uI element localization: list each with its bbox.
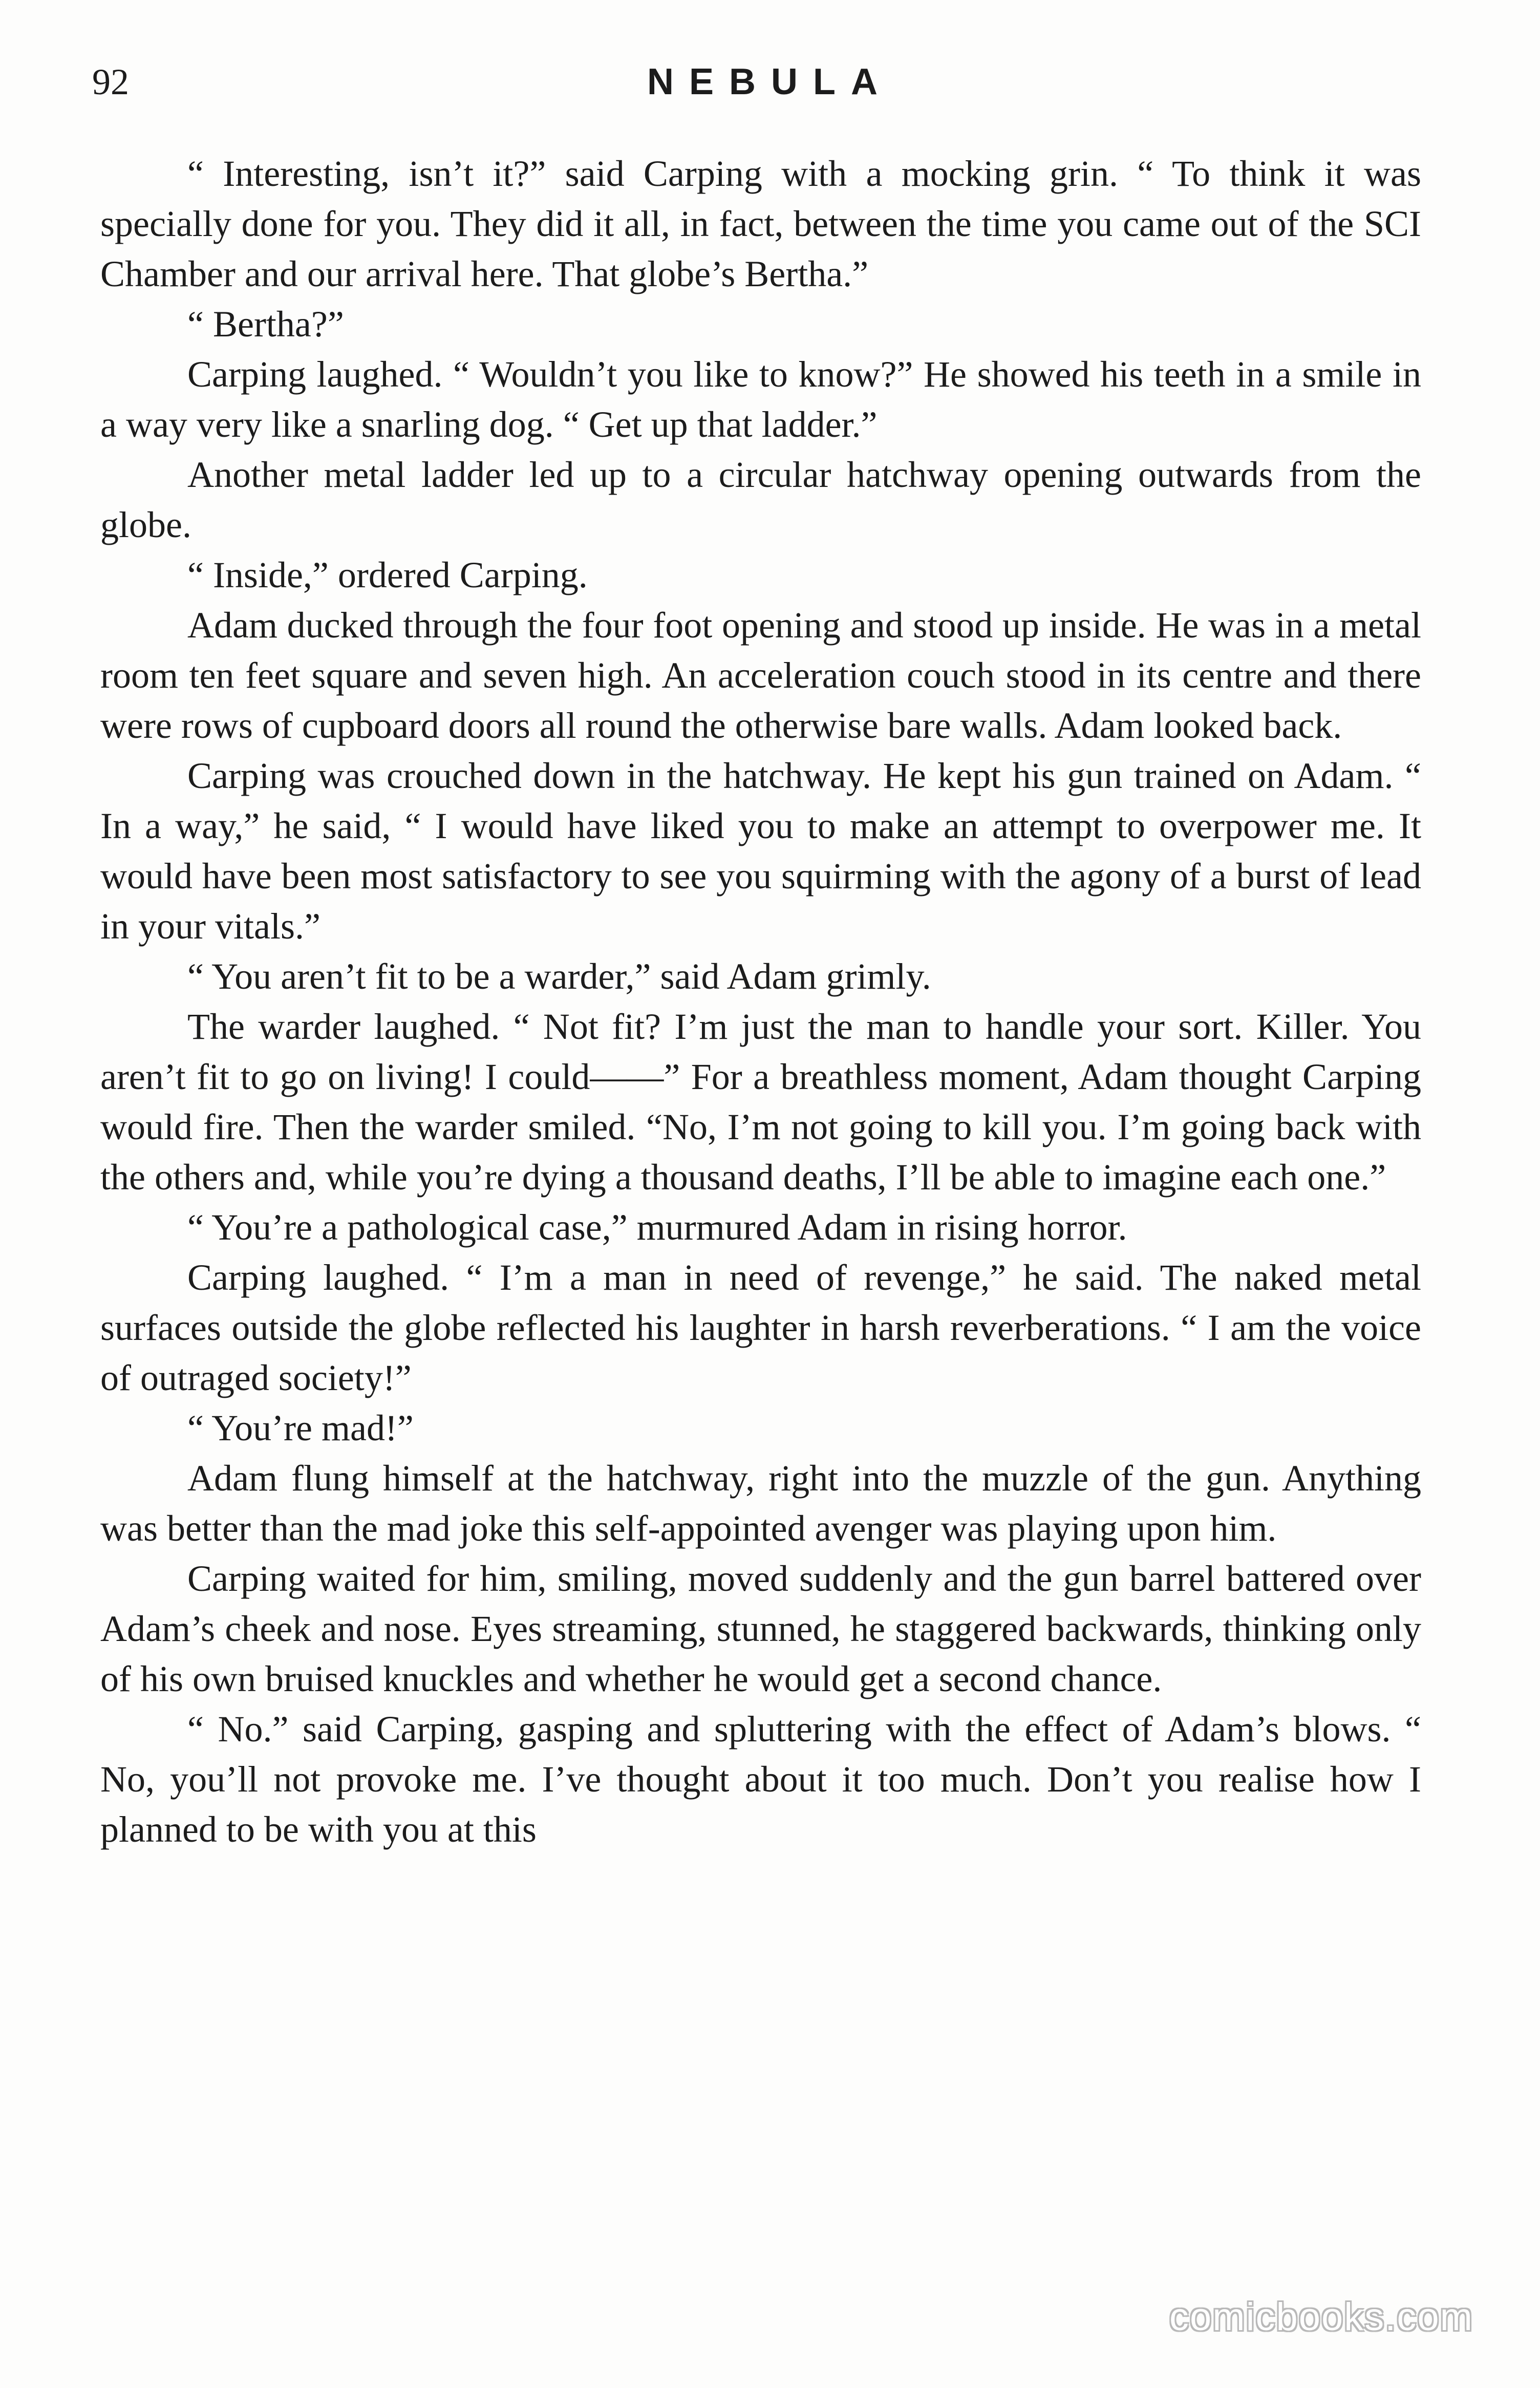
- paragraph: “ No.” said Carping, gasping and spluttering with the effect of Adam’s blows. “ No, you’ll not provoke me. I’ve thought about it too much. Don’t you realise how I planned to be with you at this: [100, 1709, 1421, 1850]
- paragraph: “ You aren’t fit to be a warder,” said Adam grimly.: [187, 956, 931, 997]
- running-head: NEBULA: [647, 61, 893, 102]
- body-text: [100, 148, 1421, 2299]
- paragraph: Adam ducked through the four foot opening and stood up inside. He was in a metal room ten feet square and seven high. An acceleration couch stood in its centre and there were rows of cupboard doors all round the otherwise bare walls. Adam looked back.: [100, 605, 1421, 746]
- paragraph: “ Interesting, isn’t it?” said Carping with a mocking grin. “ To think it was specially done for you. They did it all, in fact, between the time you came out of the SCI Chamber and our arrival here. That globe’s Bertha.”: [100, 153, 1421, 294]
- paragraph: Carping waited for him, smiling, moved suddenly and the gun barrel battered over Adam’s cheek and nose. Eyes streaming, stunned, he staggered backwards, thinking only of his own bruised knuckles and whether he would get a second chance.: [100, 1558, 1421, 1699]
- paragraph: Adam flung himself at the hatchway, right into the muzzle of the gun. Anything was better than the mad joke this self-appointed avenger was playing upon him.: [100, 1458, 1421, 1549]
- page-number: 92: [92, 61, 129, 102]
- paragraph: “ Inside,” ordered Carping.: [187, 555, 588, 595]
- paragraph: Carping laughed. “ I’m a man in need of revenge,” he said. The naked metal surfaces outside the globe reflected his laughter in harsh reverberations. “ I am the voice of outraged society!”: [100, 1257, 1421, 1398]
- paragraph: “ You’re mad!”: [187, 1408, 414, 1448]
- paragraph: The warder laughed. “ Not fit? I’m just the man to handle your sort. Killer. You aren’t fit to go on living! I could——” For a breathless moment, Adam thought Carping would fire. Then the warder smiled. “No, I’m not going to kill you. I’m going back with the others and, while you’re dying a thousand deaths, I’ll be able to imagine each one.”: [100, 1006, 1421, 1198]
- paragraph: Another metal ladder led up to a circular hatchway opening outwards from the globe.: [100, 454, 1421, 545]
- paragraph: “ Bertha?”: [187, 304, 344, 345]
- watermark: comicbooks.com: [1169, 2295, 1473, 2339]
- paragraph: Carping laughed. “ Wouldn’t you like to know?” He showed his teeth in a smile in a way very like a snarling dog. “ Get up that ladder.”: [100, 354, 1421, 445]
- paragraph: “ You’re a pathological case,” murmured Adam in rising horror.: [187, 1207, 1127, 1248]
- page-header: [92, 56, 1448, 108]
- paragraph: Carping was crouched down in the hatchway. He kept his gun trained on Adam. “ In a way,” he said, “ I would have liked you to make an attempt to overpower me. It would have been most satisfactory to see you squirming with the agony of a burst of lead in your vitals.”: [100, 755, 1421, 947]
